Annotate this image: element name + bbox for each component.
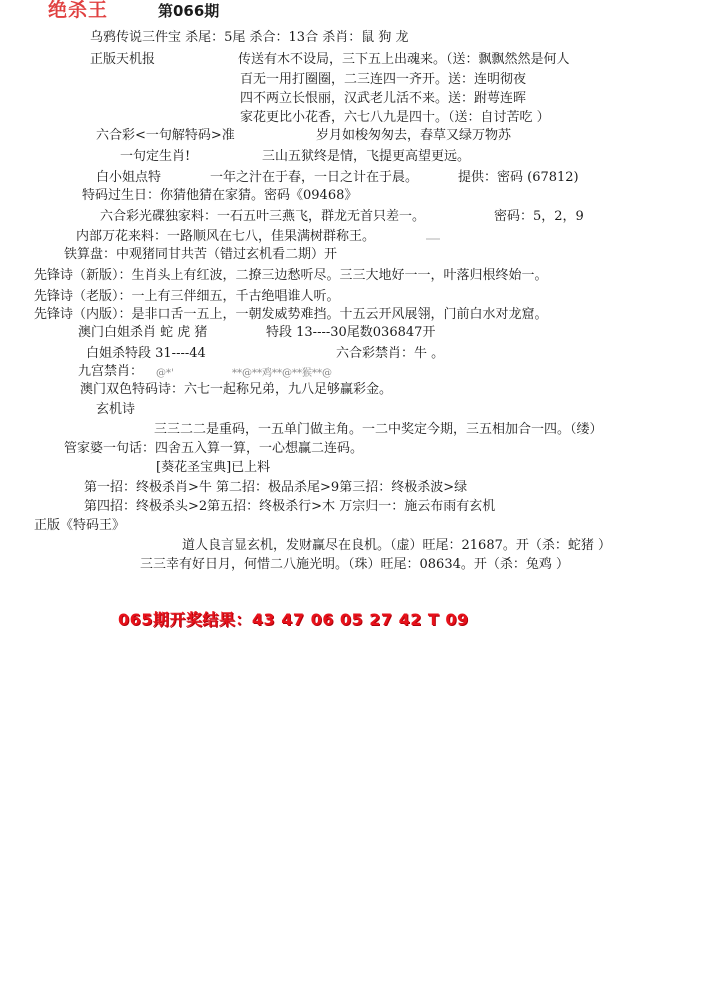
yiju-title: 一句定生肖! (120, 149, 191, 164)
jiugong-label: 九宫禁肖： (78, 364, 144, 379)
baixiaojie-code: 提供：密码 (67812) (458, 170, 579, 185)
tema-line: 特码过生日：你猜他猜在家猜。密码《09468》 (82, 188, 358, 203)
lottery-result: 065期开奖结果：43 47 06 05 27 42 T 09 (118, 610, 469, 629)
neibu-line: 内部万花来料：一路顺风在七八，佳果满树群称王。 (76, 229, 376, 244)
lhc-title: 六合彩<一句解特码>准 (96, 128, 235, 143)
lhc-jin: 六合彩禁肖：牛 。 (336, 346, 445, 361)
xianfeng-xin: 先锋诗（新版）：生肖头上有红波，二撩三边愁听尽。三三大地好一一，叶落归根终始一。 (34, 268, 548, 283)
jiugong-a: @*' (156, 368, 174, 379)
tianji-title: 正版天机报 (90, 52, 156, 67)
wuya-line: 乌鸦传说三件宝 杀尾：5尾 杀合：13合 杀肖：鼠 狗 龙 (90, 30, 409, 45)
tianji-line-3: 四不两立长恨丽，汉武老儿活不来。送：跗萼连晖 (240, 91, 527, 106)
aomen-teduan: 特段 13----30尾数036847开 (266, 325, 436, 340)
baixiaojie-text: 一年之汁在于春，一日之计在于晨。 (210, 170, 419, 185)
brand-title: 绝杀王 (48, 0, 109, 21)
tianji-line-1: 传送有木不设局，三下五上出魂来。（送：飘飘然然是何人 (238, 52, 570, 67)
guanjia-line: 管家婆一句话：四舍五入算一算，一心想赢二连码。 (64, 441, 364, 456)
divider-mark (426, 238, 440, 240)
jiugong-b: **@**鸡**@**猴**@ (232, 368, 332, 379)
tewang-line-1: 道人良言显玄机，发财赢尽在良机。（虚）旺尾：21687。开（杀：蛇猪 ） (182, 538, 611, 553)
zhao-line-2: 第四招：终极杀头>2第五招：终极杀行>木 万宗归一：施云布雨有玄机 (84, 499, 496, 514)
xuanji-title: 玄机诗 (96, 402, 136, 417)
tianji-line-4: 家花更比小花香，六七八九是四十。（送：自讨苦吃 ） (240, 110, 550, 125)
tewang-title: 正版《特码王》 (34, 518, 126, 533)
guangdie-code: 密码：5，2，9 (494, 209, 584, 224)
tiesuan-line: 铁算盘：中观猪同甘共苦（错过玄机看二期）开 (64, 247, 338, 262)
tewang-line-2: 三三幸有好日月，何惜二八施光明。（珠）旺尾：08634。开（杀：兔鸡 ） (140, 557, 569, 572)
aomen-baijie: 澳门白姐杀肖 蛇 虎 猪 (78, 325, 208, 340)
issue-number: 第066期 (158, 2, 220, 20)
xianfeng-lao: 先锋诗（老版）：一上有三伴细五，千古绝唱谁人听。 (34, 289, 340, 304)
xianfeng-nei: 先锋诗（内版）：是非口舌一五上，一朝发威势难挡。十五云开风展翎，门前白水对龙窟。 (34, 307, 548, 322)
tianji-line-2: 百无一用打圈圈，二三连四一齐开。送：连明彻夜 (240, 72, 527, 87)
guangdie-line: 六合彩光碟独家料：一石五叶三燕飞，群龙无首只差一。 (100, 209, 426, 224)
kuihua-line: [葵花圣宝典]已上料 (156, 460, 271, 475)
baijie-sha: 白姐杀特段 31----44 (86, 346, 206, 361)
yiju-text: 三山五狱终是情，飞提更高望更远。 (262, 149, 471, 164)
zhao-line-1: 第一招：终极杀肖>牛 第二招：极品杀尾>9第三招：终极杀波>绿 (84, 480, 468, 495)
shuangse-line: 澳门双色特码诗：六七一起称兄弟，九八足够赢彩金。 (80, 382, 393, 397)
lhc-text: 岁月如梭匆匆去，春草又绿万物苏 (316, 128, 512, 143)
baixiaojie-title: 白小姐点特 (96, 170, 162, 185)
xuanji-text: 三三二二是重码，一五单门做主角。一二中奖定今期，三五相加合一四。（缕） (154, 422, 603, 437)
